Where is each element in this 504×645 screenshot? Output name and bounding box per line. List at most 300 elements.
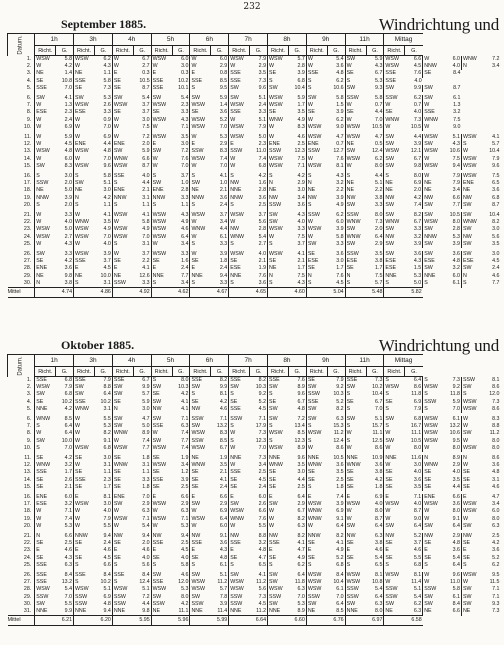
table-row	[8, 78, 501, 85]
column-header-hour: 6h	[190, 34, 229, 46]
wind-direction: NW	[190, 406, 211, 413]
mean-value: 5.48	[366, 288, 384, 298]
wind-direction: NE	[151, 608, 172, 616]
wind-speed: 4.3	[375, 63, 383, 70]
wind-direction: S	[384, 173, 405, 180]
wind-direction: SW	[345, 85, 366, 92]
day-number: 29.	[23, 272, 32, 279]
wind-speed: 12.0	[489, 391, 500, 398]
wind-speed: 4.8	[492, 469, 500, 476]
wind-direction: E	[190, 494, 211, 501]
wind-direction: WSW	[306, 579, 327, 586]
wind-direction: WSW	[306, 501, 327, 508]
wind-direction: SE	[306, 265, 327, 272]
wind-direction: WNW	[306, 516, 327, 523]
wind-speed: 6.9	[375, 494, 383, 501]
wind-speed: 1.7	[297, 265, 305, 272]
wind-speed: 6.0	[64, 494, 73, 501]
wind-direction: E	[112, 70, 133, 77]
wind-speed: 5.0	[413, 279, 422, 286]
wind-direction: E	[151, 141, 172, 148]
wind-speed: 4.2	[375, 476, 383, 483]
wind-direction: SW	[423, 241, 444, 248]
wind-speed: 7.4	[64, 515, 73, 522]
mean-spacer	[306, 616, 327, 626]
wind-direction: ENE	[112, 187, 133, 194]
wind-speed: 8.1	[375, 572, 383, 579]
subheader-richtung: Richt.	[384, 367, 405, 377]
day-number: 8.	[26, 109, 32, 116]
wind-direction: SSW	[306, 212, 327, 219]
wind-speed: 3.5	[375, 251, 383, 258]
table-row	[8, 377, 501, 385]
wind-direction: SE	[268, 109, 289, 116]
wind-direction: E	[229, 547, 250, 554]
wind-direction: SE	[190, 484, 211, 491]
wind-direction: W	[35, 141, 56, 148]
wind-speed: 3.5	[492, 240, 500, 247]
wind-speed: 1.7	[297, 102, 305, 109]
wind-direction: WSW	[268, 445, 289, 452]
wind-speed: 4.5	[258, 600, 267, 607]
wind-direction: SW	[151, 438, 172, 445]
wind-speed: 2.7	[258, 240, 267, 247]
mean-spacer	[268, 288, 289, 298]
wind-speed: 1.0	[219, 180, 228, 187]
wind-direction: NW	[151, 406, 172, 413]
subheader-geschwindigkeit: G.	[327, 46, 345, 56]
wind-direction: N	[35, 533, 56, 540]
wind-speed: 2.6	[103, 102, 111, 109]
wind-speed: 8.2	[413, 212, 422, 219]
wind-speed: 4.8	[452, 540, 460, 547]
wind-direction: NE	[384, 187, 405, 194]
wind-direction: WNW	[74, 219, 95, 226]
wind-speed: 8.1	[492, 376, 500, 383]
wind-speed: 3.2	[64, 462, 73, 469]
wind-speed: 3.1	[103, 462, 111, 469]
wind-direction: WSW	[268, 226, 289, 233]
wind-direction: E	[74, 265, 95, 272]
mean-spacer	[151, 616, 172, 626]
wind-speed: 3.4	[492, 63, 500, 70]
wind-direction: WSW	[190, 156, 211, 163]
subheader-richtung: Richt.	[190, 367, 211, 377]
wind-speed: 2.0	[142, 141, 150, 148]
column-header-hour: 3h	[74, 355, 113, 367]
wind-speed: 8.0	[375, 508, 383, 515]
wind-speed: 3.5	[413, 483, 422, 490]
day-number: 11.	[24, 134, 32, 141]
wind-direction: ESE	[384, 258, 405, 265]
wind-speed: 3.4	[297, 194, 305, 201]
day-number: 26.	[23, 572, 32, 579]
wind-direction: SSW	[229, 148, 250, 155]
wind-direction: NE	[268, 187, 289, 194]
wind-direction: W	[268, 516, 289, 523]
column-header-hour: 9h	[306, 355, 345, 367]
wind-direction: SSE	[74, 399, 95, 406]
wind-direction: W	[306, 523, 327, 530]
wind-direction: WSW	[461, 572, 482, 579]
wind-direction: SW	[461, 601, 482, 608]
wind-direction: SSE	[306, 399, 327, 406]
wind-speed: 5.4	[375, 586, 383, 593]
wind-speed: 5.8	[375, 95, 383, 102]
wind-speed: 6.5	[375, 561, 383, 568]
wind-speed: 6.1	[219, 561, 228, 568]
subheader-richtung: Richt.	[345, 367, 366, 377]
wind-direction: ENE	[461, 180, 482, 187]
subheader-richtung: Richt.	[35, 367, 56, 377]
wind-speed: 9.6	[492, 162, 500, 169]
wind-speed: 4.9	[142, 226, 150, 233]
wind-direction: SSE	[229, 70, 250, 77]
wind-speed: 6.4	[297, 572, 305, 579]
wind-direction: W	[345, 163, 366, 170]
wind-direction: S	[190, 391, 211, 398]
wind-direction: SW	[461, 241, 482, 248]
table-row	[8, 540, 501, 547]
day-number: 1.	[26, 376, 32, 383]
wind-speed: 7.1	[258, 416, 267, 423]
wind-direction: WSW	[112, 586, 133, 593]
wind-direction: ESE	[229, 265, 250, 272]
wind-speed: 12.7	[333, 148, 344, 155]
wind-speed: 8.8	[103, 384, 111, 391]
wind-direction: SSE	[35, 579, 56, 586]
mean-value: 4.86	[95, 288, 113, 298]
wind-direction: WSW	[151, 212, 172, 219]
wind-speed: 2.9	[219, 141, 228, 148]
wind-direction: SSE	[268, 377, 289, 385]
wind-speed: 1.1	[142, 469, 150, 476]
subheader-geschwindigkeit: G.	[56, 367, 74, 377]
column-header-hour: 9h	[306, 34, 345, 46]
wind-direction: WSW	[151, 219, 172, 226]
wind-speed: 1.3	[64, 102, 73, 109]
wind-speed: 6.8	[336, 561, 344, 568]
wind-speed: 5.3	[219, 134, 228, 141]
table-row	[8, 202, 501, 209]
wind-speed: 9.6	[103, 162, 111, 169]
wind-direction: W	[112, 124, 133, 131]
day-number: 19.	[23, 515, 32, 522]
wind-direction: SW	[384, 251, 405, 258]
day-number: 16.	[23, 494, 32, 501]
wind-speed: 12.3	[255, 437, 267, 444]
wind-direction: W	[423, 579, 444, 586]
wind-speed: 6.3	[64, 561, 73, 568]
wind-direction: SW	[151, 594, 172, 601]
day-number: 27.	[23, 258, 32, 265]
wind-speed: 5.6	[258, 586, 267, 593]
wind-direction: W	[268, 134, 289, 141]
wind-speed: 2.5	[492, 533, 500, 540]
wind-direction: S	[268, 391, 289, 398]
wind-speed: 8.0	[181, 377, 189, 383]
day-number: 8.	[26, 430, 32, 437]
wind-direction: SSE	[229, 377, 250, 385]
table-row	[8, 586, 501, 593]
wind-speed: 11.2	[256, 608, 267, 615]
wind-direction: SE	[423, 540, 444, 547]
wind-speed: 6.4	[413, 377, 422, 383]
mean-spacer	[35, 288, 56, 298]
subheader-geschwindigkeit: G.	[366, 367, 384, 377]
wind-direction: SW	[268, 219, 289, 226]
wind-direction: E	[461, 547, 482, 554]
wind-direction: E	[384, 494, 405, 501]
wind-direction: SE	[112, 477, 133, 484]
table-row	[8, 516, 501, 523]
wind-direction: NE	[190, 455, 211, 462]
wind-direction: WSW	[151, 516, 172, 523]
wind-speed: 2.1	[64, 483, 73, 490]
wind-speed: 7.1	[181, 416, 189, 423]
wind-direction: NW	[112, 533, 133, 540]
wind-direction: SE	[35, 540, 56, 547]
wind-speed: 2.0	[142, 540, 150, 547]
mean-value: 6.21	[56, 616, 74, 626]
wind-speed: 4.1	[181, 398, 189, 405]
wind-speed: 3.6	[297, 201, 305, 208]
wind-speed: 9.1	[219, 533, 228, 540]
wind-speed: 10.5	[139, 77, 150, 84]
wind-direction: NNE	[384, 273, 405, 280]
wind-direction: S	[190, 202, 211, 209]
table-row	[8, 258, 501, 265]
wind-speed: 3.6	[219, 109, 228, 116]
wind-speed: 1.9	[219, 455, 228, 462]
wind-speed: 7.5	[452, 155, 460, 162]
wind-speed: 10.9	[372, 455, 383, 462]
wind-speed: 1.2	[181, 469, 189, 476]
wind-speed: 6.4	[375, 522, 383, 529]
wind-direction: SSW	[229, 416, 250, 423]
wind-direction: S	[229, 391, 250, 398]
wind-speed: 9.2	[336, 384, 344, 391]
wind-speed: 3.4	[219, 219, 228, 226]
wind-speed: 3.9	[64, 194, 73, 201]
september-section	[7, 13, 501, 325]
mean-value: 6.76	[327, 616, 345, 626]
wind-speed: 4.5	[492, 258, 500, 265]
wind-speed: 4.5	[258, 476, 267, 483]
wind-direction: NNW	[151, 195, 172, 202]
wind-speed: 10.3	[255, 384, 267, 391]
wind-direction: SW	[268, 85, 289, 92]
wind-speed: 12.4	[333, 437, 344, 444]
wind-speed: 4.3	[181, 212, 189, 219]
wind-speed: 8.2	[219, 377, 228, 383]
wind-speed: 8.6	[492, 405, 500, 412]
wind-direction: E	[229, 494, 250, 501]
subheader-geschwindigkeit: G.	[250, 46, 268, 56]
wind-direction: NNW	[190, 195, 211, 202]
wind-direction: WSW	[74, 56, 95, 64]
wind-speed: 4.9	[297, 116, 305, 123]
wind-speed: 6.4	[219, 515, 228, 522]
wind-speed: 8.4	[142, 572, 150, 579]
wind-direction: W	[384, 508, 405, 515]
wind-speed: 1.7	[103, 483, 111, 490]
wind-direction: ENE	[74, 141, 95, 148]
wind-speed: 1.0	[181, 180, 189, 187]
wind-speed: 8.0	[375, 212, 383, 219]
wind-direction: SE	[306, 469, 327, 476]
wind-speed: 7.9	[492, 155, 500, 162]
wind-speed: 8.4	[103, 572, 111, 579]
wind-direction: WSW	[229, 212, 250, 219]
wind-direction: S	[229, 423, 250, 430]
wind-speed: 3.3	[297, 226, 305, 233]
wind-direction: ESE	[35, 109, 56, 116]
wind-direction: SW	[229, 85, 250, 92]
wind-direction: WSW	[461, 508, 482, 515]
wind-direction: S	[112, 180, 133, 187]
wind-speed: 6.3	[375, 533, 383, 540]
wind-speed: 4.6	[492, 272, 500, 279]
wind-direction: SE	[151, 455, 172, 462]
wind-speed: 5.1	[142, 586, 150, 593]
wind-speed: 2.8	[258, 226, 267, 233]
wind-speed: 15.3	[333, 423, 344, 430]
wind-speed: 8.8	[258, 533, 267, 540]
wind-direction: NW	[268, 195, 289, 202]
wind-direction: W	[74, 516, 95, 523]
day-number: 2.	[26, 384, 32, 391]
wind-speed: 4.2	[219, 398, 228, 405]
wind-direction: S	[74, 579, 95, 586]
wind-direction: SSW	[112, 594, 133, 601]
wind-direction: SE	[229, 555, 250, 562]
wind-direction: W	[268, 508, 289, 515]
wind-direction: NE	[423, 187, 444, 194]
wind-direction: SE	[229, 477, 250, 484]
wind-direction: SW	[35, 95, 56, 102]
wind-direction: WNW	[306, 462, 327, 469]
wind-speed: 6.4	[336, 600, 344, 607]
wind-speed: 11.0	[450, 579, 460, 586]
wind-direction: SSE	[151, 477, 172, 484]
wind-speed: 4.0	[297, 219, 305, 226]
wind-direction: S	[268, 562, 289, 569]
wind-direction: WNW	[268, 117, 289, 124]
wind-speed: 4.4	[142, 600, 150, 607]
wind-direction: SE	[112, 540, 133, 547]
wind-speed: 4.4	[219, 226, 228, 233]
wind-direction: WNW	[423, 117, 444, 124]
wind-speed: 8.0	[413, 444, 422, 451]
wind-speed: 7.2	[142, 134, 150, 141]
mean-spacer	[345, 288, 366, 298]
day-number: 25.	[23, 240, 32, 247]
wind-direction: S	[345, 438, 366, 445]
wind-direction: S	[74, 202, 95, 209]
wind-speed: 5.8	[103, 77, 111, 84]
day-number: 30.	[23, 279, 32, 286]
wind-speed: 9.8	[64, 272, 73, 279]
wind-direction: NW	[384, 195, 405, 202]
wind-direction: W	[229, 445, 250, 452]
october-section	[7, 334, 501, 640]
wind-speed: 3.3	[142, 476, 150, 483]
wind-direction: S	[151, 202, 172, 209]
wind-speed: 3.3	[219, 240, 228, 247]
wind-speed: 4.0	[103, 240, 111, 247]
wind-speed: 7.5	[375, 272, 383, 279]
wind-speed: 6.4	[64, 430, 73, 437]
wind-speed: 4.7	[492, 494, 500, 501]
subheader-richtung: Richt.	[35, 46, 56, 56]
wind-direction: S	[151, 173, 172, 180]
wind-direction: S	[345, 406, 366, 413]
wind-speed: 6.9	[219, 508, 228, 515]
wind-speed: 10.0	[61, 437, 73, 444]
table-row	[8, 601, 501, 608]
wind-speed: 8.4	[64, 572, 73, 579]
wind-direction: W	[74, 134, 95, 141]
wind-speed: 6.9	[103, 134, 111, 141]
wind-speed: 9.1	[336, 515, 344, 522]
wind-speed: 4.7	[375, 134, 383, 141]
wind-speed: 5.9	[375, 56, 383, 62]
wind-speed: 4.8	[336, 70, 344, 77]
wind-direction: SSW	[268, 148, 289, 155]
wind-speed: 4.2	[103, 194, 111, 201]
wind-direction: W	[423, 173, 444, 180]
wind-speed: 6.2	[336, 212, 344, 219]
wind-speed: 3.4	[452, 187, 460, 194]
wind-direction: N	[74, 195, 95, 202]
wind-speed: 4.1	[297, 251, 305, 258]
day-number: 6.	[26, 95, 32, 102]
day-number: 18.	[23, 508, 32, 515]
wind-direction: SE	[35, 455, 56, 462]
wind-speed: 7.3	[452, 376, 460, 383]
column-header-hour: 7h	[229, 355, 268, 367]
wind-speed: 6.6	[219, 494, 228, 501]
wind-direction: SSE	[35, 85, 56, 92]
wind-speed: 4.3	[297, 279, 305, 286]
day-number: 5.	[26, 84, 32, 91]
column-header-mittag: Mittag	[384, 34, 423, 46]
wind-speed: 4.1	[258, 572, 267, 579]
wind-direction: SSW	[190, 601, 211, 608]
wind-speed: 3.0	[103, 187, 111, 194]
wind-speed: 8.7	[413, 508, 422, 515]
subheader-richtung: Richt.	[306, 46, 327, 56]
column-header-mittag: Mittag	[384, 355, 423, 367]
wind-direction: WSW	[384, 63, 405, 70]
wind-direction: S	[229, 562, 250, 569]
wind-direction: S	[268, 280, 289, 288]
wind-speed: 6.5	[258, 561, 267, 568]
wind-direction: NNE	[423, 273, 444, 280]
wind-speed: 4.0	[414, 77, 422, 84]
wind-speed: 8.1	[219, 391, 228, 398]
wind-speed: 13.2	[216, 423, 228, 430]
wind-direction: SE	[229, 399, 250, 406]
wind-speed: 6.6	[452, 194, 460, 201]
table-row	[8, 117, 501, 124]
wind-speed: 6.0	[64, 155, 73, 162]
wind-speed: 9.9	[219, 384, 228, 391]
wind-direction: S	[151, 562, 172, 569]
wind-speed: 3.1	[103, 279, 111, 286]
wind-speed: 6.9	[336, 508, 344, 515]
